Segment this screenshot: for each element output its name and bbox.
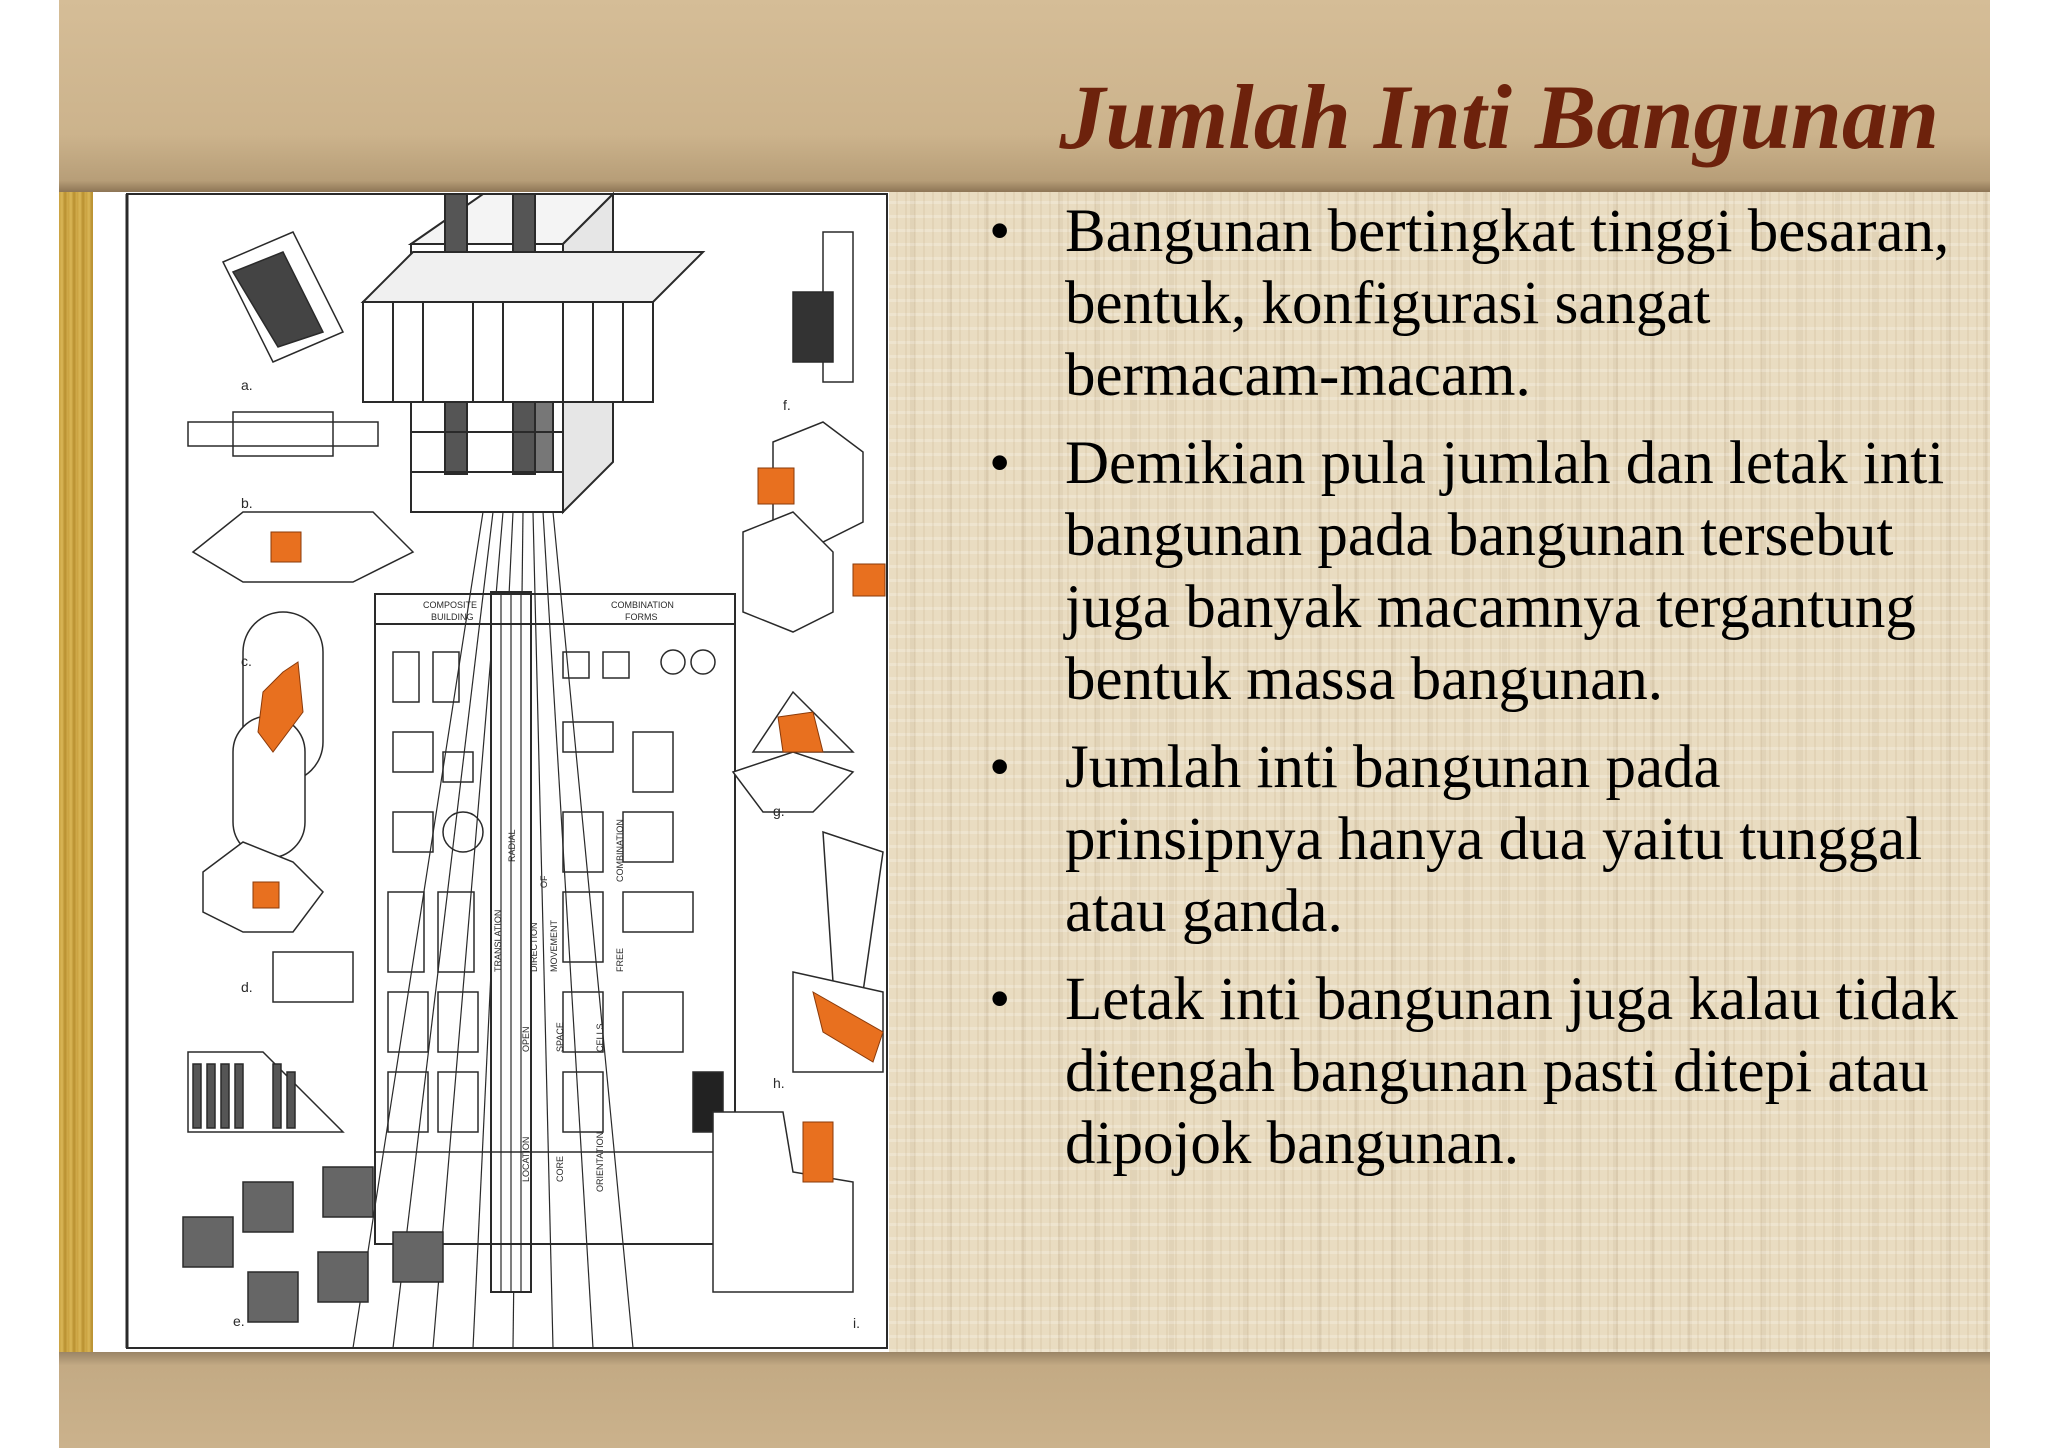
label-open: OPEN — [521, 1026, 531, 1052]
label-direction: DIRECTION — [529, 922, 539, 972]
footer-band — [59, 1352, 1990, 1448]
label-h: h. — [773, 1075, 785, 1091]
bullet-marker: • — [989, 734, 1011, 801]
label-movement: MOVEMENT — [549, 919, 559, 972]
building-core-diagram-illustration — [93, 192, 889, 1352]
slide — [59, 0, 1990, 1448]
bullet-item — [929, 964, 1989, 1180]
label-location: LOCATION — [521, 1136, 531, 1182]
slide-title: Jumlah Inti Bangunan — [1059, 66, 1939, 168]
bullet-text: Jumlah inti bangunan pada prinsipnya hanya dua yaitu tunggal atau ganda. — [1065, 734, 1923, 945]
label-cells: CELLS — [595, 1023, 605, 1052]
label-f: f. — [783, 397, 791, 413]
left-decorative-strip — [59, 192, 93, 1352]
bullet-item — [929, 196, 1989, 412]
label-combination: COMBINATION — [611, 600, 674, 610]
bullet-marker: • — [989, 430, 1011, 497]
central-tower-drawing — [363, 194, 703, 512]
bullet-item — [929, 428, 1989, 716]
bullet-list — [929, 196, 1989, 1196]
bullet-text: Bangunan bertingkat tinggi besaran, bentuk, konfigurasi sangat bermacam-macam. — [1065, 198, 1950, 409]
label-translation: TRANSLATION — [493, 909, 503, 972]
label-c: c. — [241, 653, 252, 669]
label-a: a. — [241, 377, 253, 393]
bullet-item — [929, 732, 1989, 948]
right-column-illustrations — [713, 232, 883, 1292]
label-e: e. — [233, 1313, 245, 1329]
bullet-text: Demikian pula jumlah dan letak inti bangunan pada bangunan tersebut juga banyak macamnya tergantung bentuk massa bangunan. — [1065, 430, 1945, 713]
label-i: i. — [853, 1315, 860, 1331]
label-of: OF — [539, 875, 549, 888]
label-core: CORE — [555, 1155, 565, 1182]
label-g: g. — [773, 803, 785, 819]
label-forms: FORMS — [625, 612, 658, 622]
building-core-diagram — [93, 192, 889, 1352]
label-composite: COMPOSITE — [423, 600, 478, 610]
label-combination-vertical: COMBINATION — [615, 819, 625, 882]
label-space: SPACE — [555, 1022, 565, 1052]
label-b: b. — [241, 495, 253, 511]
label-free: FREE — [615, 947, 625, 972]
label-radial: RADIAL — [507, 829, 517, 862]
label-d: d. — [241, 979, 253, 995]
label-orientation: ORIENTATION — [595, 1131, 605, 1192]
bullet-marker: • — [989, 966, 1011, 1033]
bullet-text: Letak inti bangunan juga kalau tidak ditengah bangunan pasti ditepi atau dipojok bangunan. — [1065, 966, 1958, 1177]
label-building: BUILDING — [431, 612, 474, 622]
bullet-marker: • — [989, 198, 1011, 265]
